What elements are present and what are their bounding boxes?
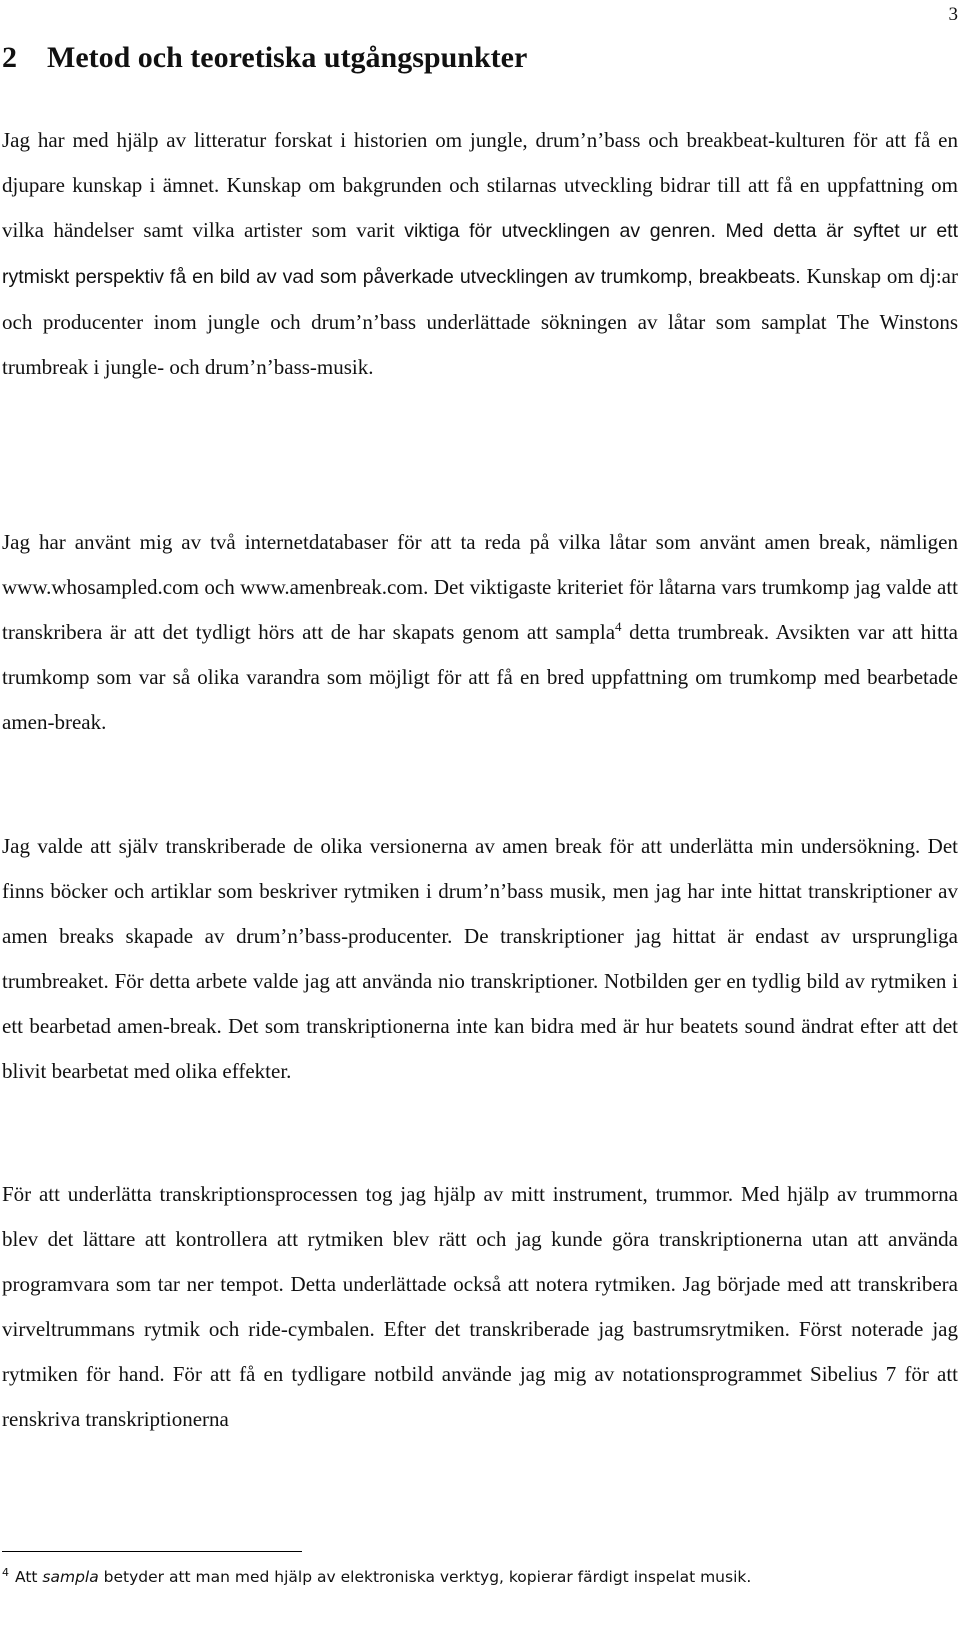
footnote-emphasis: sampla [42, 1568, 99, 1586]
section-title: Metod och teoretiska utgångspunkter [47, 41, 528, 74]
footnote-number: 4 [2, 1566, 9, 1579]
page-number: 3 [948, 4, 958, 25]
paragraph-literature-part2: viktiga för utvecklingen av genren. Med detta är syftet ur ett rytmiskt perspektiv få en bild av vad som påverkade utvecklingen av trumkomp, breakbeats. [2, 220, 958, 288]
paragraph-databases [2, 520, 958, 745]
paragraph-process: För att underlätta transkriptionsprocessen tog jag hjälp av mitt instrument, trummor. Med hjälp av trummorna blev det lättare att kontrollera att rytmiken blev rätt och jag kunde göra transkriptionerna utan att använda programvara som tar ner tempot. Detta underlättade också att notera rytmiken. Jag började med att transkribera virveltrummans rytmik och ride-cymbalen. Efter det transkriberade jag bastrumsrytmiken. Först noterade jag rytmiken för hand. För att få en tydligare notbild använde jag mig av notationsprogrammet Sibelius 7 för att renskriva transkriptionerna [2, 1182, 958, 1431]
section-heading [2, 38, 527, 78]
footnote [2, 1566, 751, 1588]
footnote-reference[interactable]: 4 [615, 619, 622, 634]
paragraph-literature-part3: Kunskap om dj:ar och producenter inom jungle och drum’n’bass underlättade sökningen av låtar som samplat The Winstons trumbreak i jungle- och drum’n’bass-musik. [2, 264, 958, 379]
paragraph-literature [2, 118, 958, 390]
section-number: 2 [2, 41, 17, 74]
paragraph-databases-text-b: detta trumbreak. Avsikten var att hitta trumkomp som var så olika varandra som möjligt för att få en bred uppfattning om trumkomp med bearbetade amen-break. [2, 620, 958, 734]
footnote-prefix: Att [15, 1568, 43, 1586]
footnote-separator [2, 1551, 302, 1552]
paragraph-transcription: Jag valde att själv transkriberade de olika versionerna av amen break för att underlätta min undersökning. Det finns böcker och artiklar som beskriver rytmiken i drum’n’bass musik, men jag har inte hittat transkriptioner av amen breaks skapade av drum’n’bass-producenter. De transkriptioner jag hittat är endast av ursprungliga trumbreaket. För detta arbete valde jag att använda nio transkriptioner. Notbilden ger en tydlig bild av rytmiken i ett bearbetad amen-break. Det som transkriptionerna inte kan bidra med är hur beatets sound ändrat efter att det blivit bearbetat med olika effekter. [2, 834, 958, 1083]
paragraph-literature-part1: Jag har med hjälp av litteratur forskat i historien om jungle, drum’n’bass och breakbeat-kulturen för att få en djupare kunskap i ämnet. Kunskap om bakgrunden och stilarnas utveckling bidrar till att få en uppfattning om vilka händelser samt vilka artister som varit [2, 128, 958, 242]
footnote-text: betyder att man med hjälp av elektroniska verktyg, kopierar färdigt inspelat musik. [98, 1568, 752, 1586]
paragraph-databases-text-a: Jag har använt mig av två internetdatabaser för att ta reda på vilka låtar som använt amen break, nämligen www.whosampled.com och www.amenbreak.com. Det viktigaste kriteriet för låtarna vars trumkomp jag valde att transkribera är att det tydligt hörs att de har skapats genom att sampla [2, 530, 958, 644]
